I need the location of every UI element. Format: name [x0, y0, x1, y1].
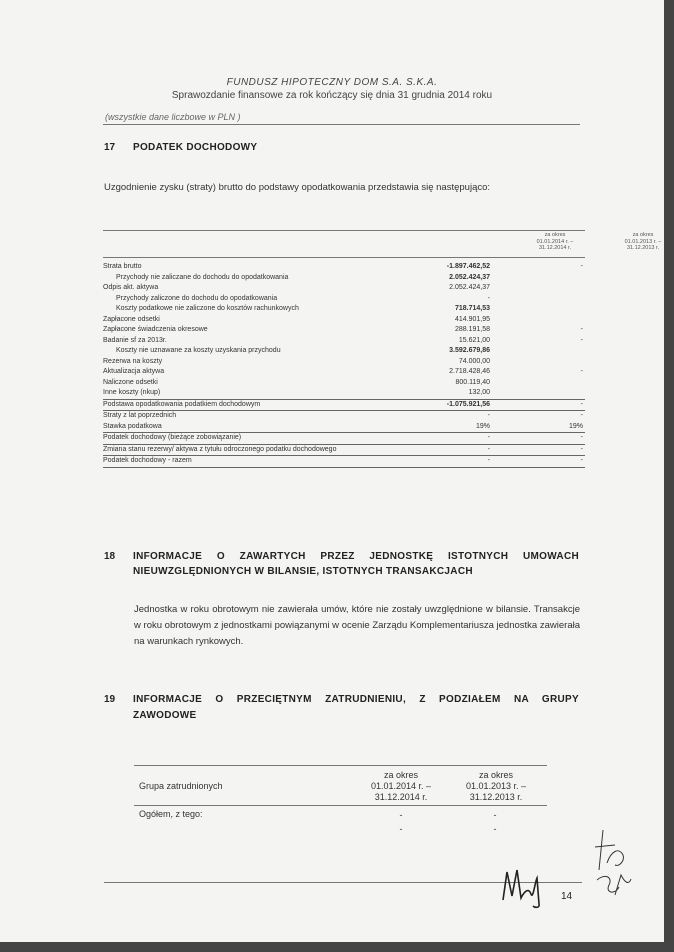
currency-note: (wszystkie dane liczbowe w PLN )	[105, 112, 241, 122]
signature-left	[495, 860, 550, 910]
employment-column-2013: za okres 01.01.2013 r. – 31.12.2013 r.	[465, 770, 527, 802]
employment-column-2014: za okres 01.01.2014 r. – 31.12.2014 r.	[370, 770, 432, 802]
report-subtitle: Sprawozdanie finansowe za rok kończący się dnia 31 grudnia 2014 roku	[171, 90, 493, 101]
table-row: Podatek dochodowy - razem - -	[103, 456, 585, 468]
table-row: Strata brutto -1.897.462,52 -	[103, 263, 583, 270]
table-row: Aktualizacja aktywa 2.718.428,46 -	[103, 368, 583, 375]
section-17-number: 17	[104, 142, 116, 153]
section-18-text: Jednostka w roku obrotowym nie zawierała umów, które nie zostały uwzględnione w bilansie. Transakcje w roku obrotowym z jednostkami powiązanymi w ocenie Zarządu Komplementariusza jednostka zawierała na warunkach rynkowych.	[134, 604, 580, 647]
column-header-2014: za okres 01.01.2014 r. – 31.12.2014 r.	[536, 232, 574, 251]
scan-edge-right	[664, 0, 674, 952]
section-19-title-line2: ZAWODOWE	[133, 710, 197, 721]
tax-reconciliation-table	[103, 230, 662, 468]
table-row: Straty z lat poprzednich - -	[103, 412, 583, 419]
scan-edge-bottom	[0, 942, 674, 952]
table-row: Koszty nie uznawane za koszty uzyskania przychodu 3.592.679,86	[116, 347, 490, 354]
table-row: Stawka podatkowa 19% 19%	[103, 422, 585, 434]
table-row: Odpis akt. aktywa 2.052.424,37	[103, 284, 490, 291]
section-19-title-line1: INFORMACJE O PRZECIĘTNYM ZATRUDNIENIU, Z PODZIAŁEM NA GRUPY	[133, 694, 579, 705]
table-row: Inne koszty (nkup) 132,00	[103, 388, 585, 400]
page-number: 14	[561, 891, 573, 902]
table-row: Koszty podatkowe nie zaliczone do kosztów rachunkowych 718.714,53	[116, 305, 490, 312]
header-divider	[103, 124, 580, 125]
company-name: FUNDUSZ HIPOTECZNY DOM S.A. S.K.A.	[226, 77, 438, 88]
table-row: Naliczone odsetki 800.119,40	[103, 378, 490, 386]
section-17-intro: Uzgodnienie zysku (straty) brutto do podstawy opodatkowania przedstawia się następująco:	[104, 182, 491, 193]
total-label: Ogółem, z tego:	[139, 809, 203, 819]
table-row: Przychody zaliczone do dochodu do opodatkowania -	[116, 294, 490, 302]
section-19-number: 19	[104, 694, 116, 705]
table-row: Zapłacone świadczenia okresowe 288.191,58 -	[103, 326, 583, 333]
row-value-2014: -	[399, 824, 403, 834]
table-row: Zmiana stanu rezerwy/ aktywa z tytułu odroczonego podatku dochodowego - -	[103, 445, 585, 457]
table-row: Rezerwa na koszty 74.000,00	[103, 357, 490, 365]
section-18-title-line2: NIEUWZGLĘDNIONYCH W BILANSIE, ISTOTNYCH TRANSAKCJACH	[133, 566, 473, 577]
table-row: Badanie sf za 2013r. 15.621,00 -	[103, 336, 583, 344]
total-value-2013: -	[493, 810, 497, 820]
total-value-2014: -	[399, 810, 403, 820]
table-row: Przychody nie zaliczane do dochodu do opodatkowania 2.052.424,37	[116, 273, 490, 281]
table-row: Podatek dochodowy (bieżące zobowiązanie) - -	[103, 433, 585, 445]
table-row: Podstawa opodatkowania podatkiem dochodowym -1.075.921,56 -	[103, 400, 585, 412]
signature-right	[585, 825, 640, 905]
section-17-title: PODATEK DOCHODOWY	[133, 142, 258, 153]
row-value-2013: -	[493, 824, 497, 834]
column-header-2013: za okres 01.01.2013 r. – 31.12.2013 r.	[624, 232, 662, 251]
group-label: Grupa zatrudnionych	[139, 781, 223, 791]
table-header	[103, 230, 662, 258]
section-18-title-line1: INFORMACJE O ZAWARTYCH PRZEZ JEDNOSTKĘ ISTOTNYCH UMOWACH	[133, 551, 579, 562]
table-row: Zapłacone odsetki 414.901,95	[103, 315, 490, 323]
section-18-number: 18	[104, 551, 116, 562]
